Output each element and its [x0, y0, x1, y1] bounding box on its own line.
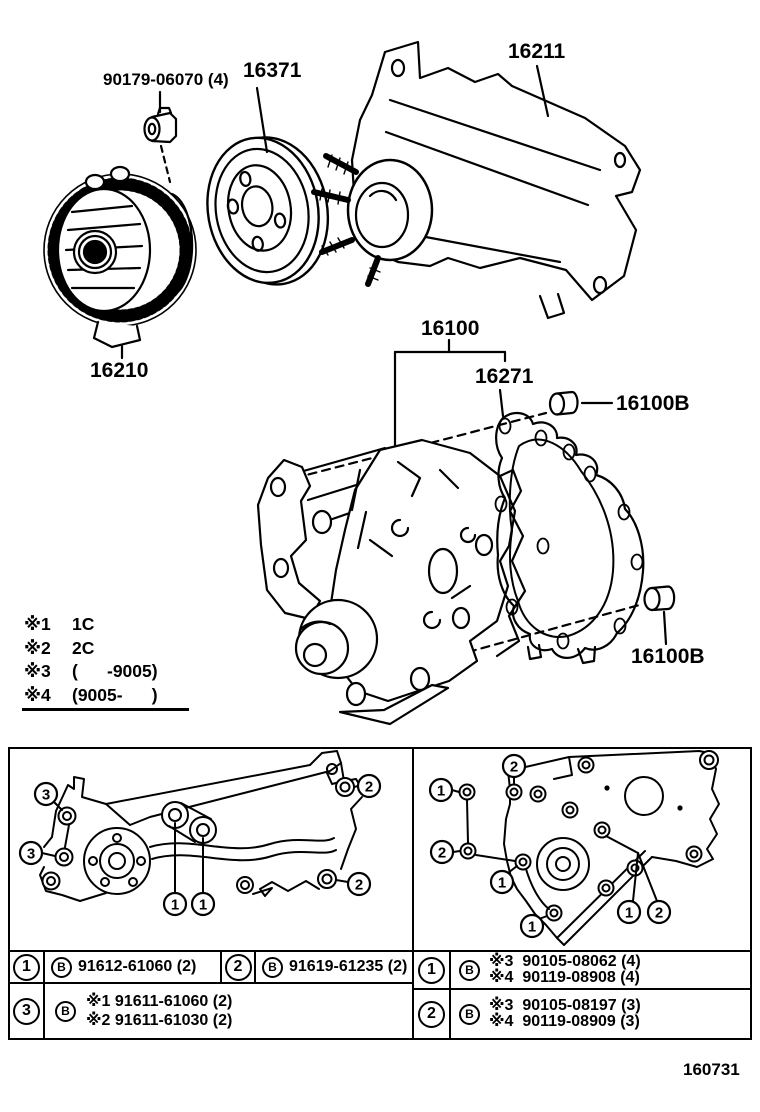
part-number: ※3 90105-08062 (4) [489, 952, 641, 970]
left-r2-part-cell [43, 984, 412, 1038]
callout-2: 2 [364, 778, 374, 796]
callout-1: 1 [497, 874, 507, 892]
callout-1: 1 [436, 782, 446, 800]
callout-1: 1 [527, 918, 537, 936]
legend-underline [22, 708, 189, 711]
legend-ref: ※3 [24, 661, 51, 681]
callout-3: 3 [41, 786, 51, 804]
part-label-plug-bottom: 16100B [631, 645, 705, 668]
part-number: ※4 90119-08908 (4) [489, 969, 640, 986]
left-r1-callout-cell-2 [220, 952, 254, 982]
part-label-gasket: 16271 [475, 365, 534, 388]
b-marker: B [262, 957, 283, 978]
part-label-pump: 16100 [421, 317, 480, 340]
left-r2-callout-cell [10, 984, 43, 1038]
plug-bottom-drawing [645, 587, 675, 645]
gasket-leader-line [500, 390, 503, 416]
callout-3: 3 [26, 845, 36, 863]
callout-3-badge: 3 [13, 998, 40, 1025]
right-table-row-2 [414, 988, 750, 1038]
part-number: 91612-61060 (2) [78, 958, 197, 975]
part-label-bracket: 16211 [508, 40, 566, 63]
part-label-pulley: 16371 [243, 59, 302, 82]
legend-value: (9005- ) [72, 684, 158, 705]
left-r1-callout-cell-1 [10, 952, 43, 982]
b-marker: B [459, 1004, 480, 1025]
b-marker: B [55, 1001, 76, 1022]
part-number: ※1 91611-61060 (2) [86, 993, 233, 1010]
callout-1: 1 [198, 896, 208, 914]
legend-ref: ※4 [24, 684, 51, 705]
right-r1-part-cell [449, 952, 750, 988]
right-r2-part-cell [449, 990, 750, 1038]
callout-1-badge: 1 [418, 957, 445, 984]
left-r1-part-cell-2 [254, 952, 412, 982]
page-number: 160731 [683, 1060, 740, 1079]
water-pump-drawing [258, 440, 525, 724]
b-marker: B [459, 960, 480, 981]
legend-row [24, 660, 158, 684]
callout-1: 1 [624, 904, 634, 922]
right-r2-callout-cell [414, 990, 449, 1038]
left-panel [10, 749, 414, 1038]
legend-ref: ※1 [24, 614, 51, 634]
legend-row [24, 637, 158, 661]
legend-value: ( -9005) [72, 661, 158, 681]
legend-value: 2C [72, 637, 95, 658]
left-table-row-2 [10, 982, 412, 1038]
callout-2: 2 [437, 844, 447, 862]
bolt-location-panels [8, 747, 752, 1040]
right-r1-callout-cell [414, 952, 449, 988]
legend-value: 1C [72, 614, 95, 634]
legend-ref: ※2 [24, 637, 51, 658]
callout-2: 2 [354, 876, 364, 894]
callout-2-badge: 2 [225, 954, 252, 981]
callout-2: 2 [509, 758, 519, 776]
callout-2-badge: 2 [418, 1001, 445, 1028]
b-marker: B [51, 957, 72, 978]
part-label-bolt: 90179-06070 (4) [103, 70, 229, 89]
right-panel-diagram [414, 749, 750, 950]
legend-row [24, 684, 158, 708]
callout-1: 1 [170, 896, 180, 914]
part-label-plug-top: 16100B [616, 392, 690, 415]
callout-1-badge: 1 [13, 954, 40, 981]
left-r1-part-cell-1 [43, 952, 220, 982]
part-label-fan-clutch: 16210 [90, 359, 149, 382]
gasket-drawing [496, 413, 644, 663]
part-number: ※2 91611-61030 (2) [86, 1012, 233, 1029]
legend-row [24, 613, 158, 637]
fan-clutch-drawing [44, 167, 196, 358]
plug-top-drawing [550, 392, 612, 415]
pump-bracket-drawing [314, 42, 640, 318]
part-number: ※3 90105-08197 (3) [489, 996, 641, 1014]
part-number: 91619-61235 (2) [289, 958, 408, 975]
right-panel [414, 749, 750, 1038]
nut-drawing [145, 108, 177, 142]
part-number: ※4 90119-08909 (3) [489, 1013, 640, 1030]
right-table-row-1 [414, 950, 750, 988]
left-panel-diagram [10, 749, 412, 950]
left-table-row-1 [10, 950, 412, 982]
callout-2: 2 [654, 904, 664, 922]
variant-legend [24, 613, 158, 707]
